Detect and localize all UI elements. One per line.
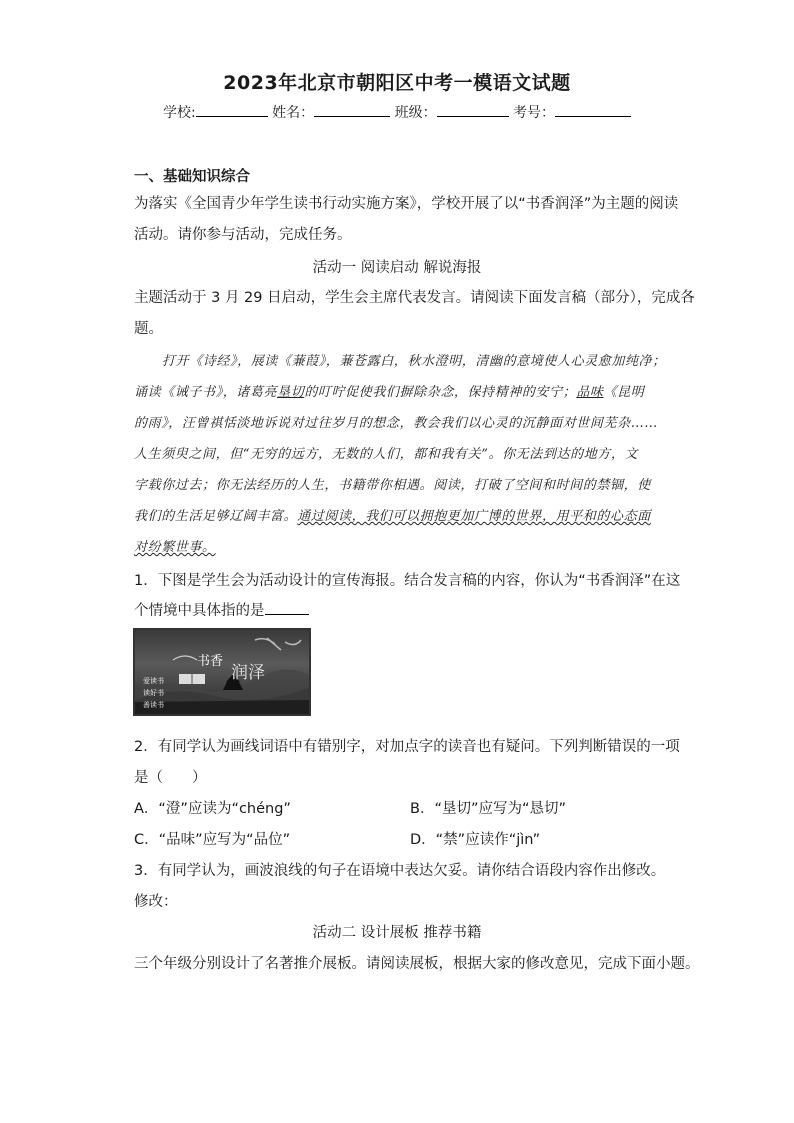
q2-option-d[interactable]: D．“禁”应读作“jìn” xyxy=(410,832,541,848)
speech-line-1: 打开《诗经》，展读《蒹葭》，蒹苍露白，秋水澄明，清幽的意境使人心灵愈加纯净； xyxy=(162,354,666,369)
page-title: 2023年北京市朝阳区中考一模语文试题 xyxy=(223,72,571,94)
answer-blank[interactable] xyxy=(265,602,309,615)
speech-text: 我们的生活足够辽阔丰富。 xyxy=(134,509,298,524)
temple-icon xyxy=(223,682,243,690)
q2-option-b[interactable]: B．“垦切”应写为“恳切” xyxy=(410,801,566,817)
activity1-line-2: 题。 xyxy=(134,321,163,337)
name-blank xyxy=(314,102,390,117)
q1-text: 个情境中具体指的是 xyxy=(134,603,265,619)
speech-line-3: 的雨》，汪曾祺恬淡地诉说对过往岁月的想念，教会我们以心灵的沉静面对世间芜杂…… xyxy=(134,416,658,431)
speech-text: 的叮咛促使我们摒除杂念，保持精神的安宁； xyxy=(304,385,577,400)
q3-line-1: 3．有同学认为，画波浪线的句子在语境中表达欠妥。请你结合语段内容作出修改。 xyxy=(134,863,666,879)
speech-line-5: 字载你过去；你无法经历的人生，书籍带你相遇。阅读，打破了空间和时间的禁锢，使 xyxy=(134,478,651,493)
school-label: 学校: xyxy=(162,105,196,121)
activity2-line-1: 三个年级分别设计了名著推介展板。请阅读展板，根据大家的修改意见，完成下面小题。 xyxy=(134,956,700,972)
calligraphy-strokes xyxy=(255,638,301,650)
intro-line-1: 为落实《全国青少年学生读书行动实施方案》，学校开展了以“书香润泽”为主题的阅读 xyxy=(134,196,679,212)
class-label: 班级： xyxy=(394,105,437,121)
name-label: 姓名： xyxy=(272,105,315,121)
reading-poster-image xyxy=(133,628,311,716)
speech-line-2 xyxy=(134,381,644,400)
speech-text: 诵读《诫子书》，诸葛亮 xyxy=(134,385,278,400)
poster-tag-3: 善读书 xyxy=(143,701,164,709)
poster-tag-1: 爱读书 xyxy=(143,677,164,685)
exam-no-blank xyxy=(555,102,631,117)
section-heading: 一、基础知识综合 xyxy=(134,169,250,185)
q3-line-2: 修改： xyxy=(134,894,178,910)
speech-text: 《昆明 xyxy=(603,385,645,400)
q2-option-c[interactable]: C．“品味”应写为“品位” xyxy=(134,832,291,848)
speech-line-7 xyxy=(134,536,216,555)
activity2-title: 活动二 设计展板 推荐书籍 xyxy=(312,925,482,941)
wavy-underlined-sentence-end: 对纷繁世事。 xyxy=(134,540,216,555)
activity1-title: 活动一 阅读启动 解说海报 xyxy=(312,260,482,276)
underlined-word-pinwei: 品味 xyxy=(576,385,604,400)
q2-option-a[interactable]: A．“澄”应读为“chéng” xyxy=(134,801,291,817)
speech-line-6 xyxy=(134,505,651,524)
underlined-word-kenqie: 垦切 xyxy=(277,385,305,400)
intro-line-2: 活动。请你参与活动，完成任务。 xyxy=(134,227,352,243)
q2-line-1: 2．有同学认为画线词语中有错别字，对加点字的读音也有疑问。下列判断错误的一项 xyxy=(134,739,680,755)
poster-tag-2: 读好书 xyxy=(143,689,164,697)
poster-title-small: 书香 xyxy=(197,654,224,669)
wavy-underlined-sentence: 通过阅读，我们可以拥抱更加广博的世界，用平和的心态面 xyxy=(297,509,651,524)
exam-no-label: 考号： xyxy=(513,105,556,121)
activity1-line-1: 主题活动于 3 月 29 日启动，学生会主席代表发言。请阅读下面发言稿（部分），完成各 xyxy=(134,290,695,306)
q1-line-1: 1．下图是学生会为活动设计的宣传海报。结合发言稿的内容，你认为“书香润泽”在这 xyxy=(134,573,681,589)
cloud-icon xyxy=(173,656,197,660)
q2-line-2: 是（ ） xyxy=(134,770,207,786)
poster-title-big: 润泽 xyxy=(231,663,265,683)
class-blank xyxy=(437,102,509,117)
q1-line-2 xyxy=(134,599,309,620)
speech-line-4: 人生须臾之间，但“无穷的远方，无数的人们，都和我有关”。你无法到达的地方，文 xyxy=(134,447,639,462)
student-info-line xyxy=(0,102,794,122)
school-blank xyxy=(196,102,268,117)
